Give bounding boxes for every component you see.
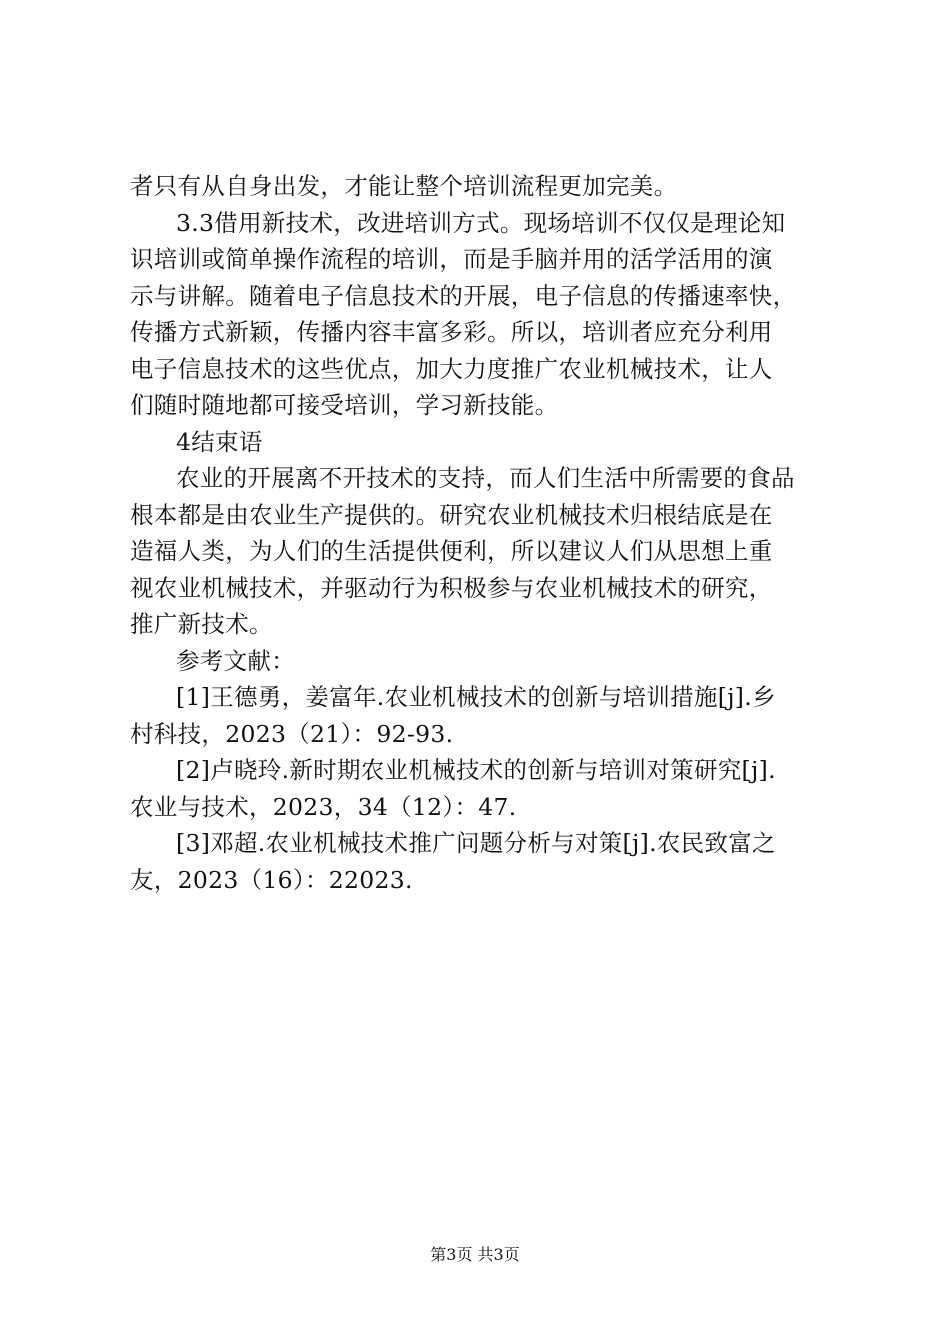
references-heading: 参考文献： — [176, 646, 295, 675]
reference-2-line-1: [2]卢晓玲.新时期农业机械技术的创新与培训对策研究[j]. — [176, 756, 776, 784]
reference-1-line-2: 村科技，2023（21）：92-93. — [130, 719, 454, 748]
text-line-11: 造福人类，为人们的生活提供便利，所以建议人们从思想上重 — [130, 537, 773, 565]
text-line-13: 推广新技术。 — [130, 610, 273, 638]
text-line-6: 电子信息技术的这些优点，加大力度推广农业机械技术，让人 — [130, 354, 773, 383]
text-line-10: 根本都是由农业生产提供的。研究农业机械技术归根结底是在 — [130, 500, 773, 529]
text-line-1: 者只有从自身出发，才能让整个培训流程更加完美。 — [130, 172, 678, 200]
text-line-7: 们随时随地都可接受培训，学习新技能。 — [130, 391, 559, 419]
section-heading-conclusion: 4结束语 — [176, 427, 263, 456]
reference-2-line-2: 农业与技术，2023，34（12）：47. — [130, 792, 517, 821]
text-line-12: 视农业机械技术，并驱动行为积极参与农业机械技术的研究， — [130, 573, 773, 602]
reference-1-line-1: [1]王德勇，姜富年.农业机械技术的创新与培训措施[j].乡 — [176, 683, 776, 711]
text-line-4: 示与讲解。随着电子信息技术的开展，电子信息的传播速率快， — [130, 281, 797, 310]
text-line-3: 识培训或简单操作流程的培训，而是手脑并用的活学活用的演 — [130, 245, 773, 273]
document-body — [130, 168, 832, 898]
text-line-5: 传播方式新颖，传播内容丰富多彩。所以，培训者应充分利用 — [130, 318, 773, 346]
reference-3-line-1: [3]邓超.农业机械技术推广问题分析与对策[j].农民致富之 — [176, 829, 776, 857]
text-line-2: 3.3借用新技术，改进培训方式。现场培训不仅仅是理论知 — [176, 208, 786, 237]
page-footer: 第3页 共3页 — [430, 1245, 520, 1264]
text-line-9: 农业的开展离不开技术的支持，而人们生活中所需要的食品 — [176, 464, 795, 492]
reference-3-line-2: 友，2023（16）：22023. — [130, 865, 413, 894]
